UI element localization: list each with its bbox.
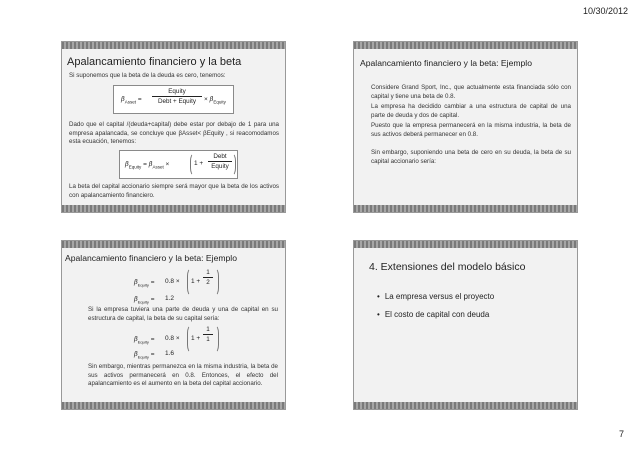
- fraction-line: [152, 96, 202, 97]
- beta-symbol: β: [134, 295, 138, 303]
- beta-symbol: β: [125, 160, 129, 168]
- beta-symbol: β: [134, 335, 138, 343]
- eqA-val: 0.8: [165, 278, 175, 285]
- fraction-line: [208, 161, 232, 162]
- eqB-times: ×: [175, 335, 180, 342]
- slide-final-text: Sin embargo, mientras permanezca en la misma industria, la beta de sus activos permanecerá en 0.8. Entonces, el efecto del apalancamiento es el aumento en la beta del capital accionario.: [88, 363, 278, 388]
- slide-title: 4. Extensiones del modelo básico: [369, 261, 526, 273]
- eq1-numerator: Equity: [168, 88, 186, 95]
- eqB-fraction: [203, 326, 213, 343]
- header-date: 10/30/2012: [582, 6, 628, 16]
- slide-bottom-bar: [62, 205, 285, 212]
- slide-title: Apalancamiento financiero y la beta: [67, 56, 242, 68]
- eq1-times: ×: [204, 96, 208, 103]
- resB-sub: Equity: [137, 354, 149, 360]
- eq1-rhs-sub: Equity: [213, 99, 226, 105]
- eqA-sub: Equity: [137, 282, 149, 288]
- eq1-lhs-sub: Asset: [124, 99, 137, 105]
- resB-eq-sign: =: [150, 351, 155, 358]
- eqA-fraction: [203, 269, 213, 286]
- eq2-fraction: [208, 153, 232, 170]
- eqA-denominator: 2: [206, 279, 210, 286]
- eq1-lhs: [121, 95, 142, 104]
- bullet-dot-icon: •: [377, 292, 380, 301]
- eq1-denominator: Debt + Equity: [158, 98, 196, 105]
- slide-bottom-bar: [354, 205, 577, 212]
- equation-box-2: [119, 150, 238, 179]
- slide-title: Apalancamiento financiero y la beta: Ejemplo: [65, 253, 237, 263]
- eq1-fraction: [152, 88, 202, 105]
- bullet-item: [377, 310, 489, 319]
- beta-symbol: β: [134, 278, 138, 286]
- eq2-lhs-sub: Equity: [128, 164, 142, 170]
- eqA-value: [165, 278, 180, 285]
- eq2-one-plus: 1 +: [194, 160, 204, 167]
- equation-box-1: [113, 85, 234, 114]
- resA-value: 1.2: [165, 295, 175, 302]
- slide-mid-text: Si la empresa tuviera una parte de deuda y una de capital en su estructura de capital, la beta de su capital sería:: [88, 306, 278, 322]
- bullet-text: El costo de capital con deuda: [384, 310, 490, 319]
- slide-body: Dado que el capital /(deuda+capital) debe estar por debajo de 1 para una empresa apalancada, se concluye que βAsset< βEquity , si reacomodamos esta ecuación, tenemos:: [69, 121, 279, 146]
- fraction-line: [203, 277, 213, 278]
- slide-paragraph-2: La empresa ha decidido cambiar a una estructura de capital de una parte de deuda y dos de capital.: [371, 103, 571, 119]
- eqA-times: ×: [175, 278, 180, 285]
- slide-2: [353, 41, 578, 213]
- eqB-denominator: 1: [206, 336, 210, 343]
- eq2-times: ×: [165, 161, 170, 168]
- bullet-text: La empresa versus el proyecto: [384, 292, 495, 301]
- eqB-val: 0.8: [165, 335, 175, 342]
- eq2-lhs: [125, 160, 169, 169]
- page-number: 7: [618, 429, 624, 439]
- eqB-one-plus: 1 +: [191, 335, 201, 342]
- eqB-value: [165, 335, 180, 342]
- eqB-sub: Equity: [137, 339, 149, 345]
- slide-paragraph-4: Sin embargo, suponiendo una beta de cero en su deuda, la beta de su capital accionario sería:: [371, 149, 571, 165]
- resA-eq-sign: =: [150, 296, 155, 303]
- bullet-item: [377, 292, 494, 301]
- resB: [134, 350, 155, 359]
- eqA-numerator: 1: [206, 269, 210, 276]
- eqB-eq-sign: =: [150, 336, 155, 343]
- resA: [134, 295, 155, 304]
- slide-3: [61, 240, 286, 410]
- slide-intro: Si suponemos que la beta de la deuda es cero, tenemos:: [69, 72, 226, 79]
- slide-top-bar: [354, 42, 577, 49]
- eq2-denominator: Equity: [211, 163, 229, 170]
- resB-value: 1.6: [165, 350, 175, 357]
- beta-symbol: β: [134, 350, 138, 358]
- eq2-eq-sign: =: [143, 161, 147, 168]
- bullet-dot-icon: •: [377, 310, 380, 319]
- slide-top-bar: [62, 42, 285, 49]
- eqA-one-plus: 1 +: [191, 278, 201, 285]
- slide-title: Apalancamiento financiero y la beta: Ejemplo: [360, 58, 532, 68]
- slide-top-bar: [354, 241, 577, 248]
- slide-4: [353, 240, 578, 410]
- eq1-eq-sign: =: [137, 96, 142, 103]
- eq1-rhs: [204, 95, 226, 104]
- eqB-lhs: [134, 335, 155, 344]
- eqB-numerator: 1: [206, 326, 210, 333]
- slide-top-bar: [62, 241, 285, 248]
- beta-symbol: β: [148, 160, 153, 168]
- eqA-eq-sign: =: [150, 279, 155, 286]
- eqA-lhs: [134, 278, 155, 287]
- slide-1: [61, 41, 286, 213]
- beta-symbol: β: [209, 95, 214, 103]
- slide-conclusion: La beta del capital accionario siempre será mayor que la beta de los activos con apalancamiento financiero.: [69, 183, 279, 199]
- eq2-mid-sub: Asset: [152, 164, 164, 170]
- fraction-line: [203, 334, 213, 335]
- resA-sub: Equity: [137, 299, 149, 305]
- slide-bottom-bar: [354, 402, 577, 409]
- slide-paragraph-3: Puesto que la empresa permanecerá en la misma industria, la beta de sus activos deberá permanecer en 0.8.: [371, 122, 571, 138]
- eq2-numerator: Debt: [213, 153, 227, 160]
- beta-symbol: β: [121, 95, 125, 103]
- slide-paragraph-1: Considere Grand Sport, Inc., que actualmente esta financiada sólo con capital y tiene una beta de 0.8.: [371, 84, 571, 100]
- slide-bottom-bar: [62, 402, 285, 409]
